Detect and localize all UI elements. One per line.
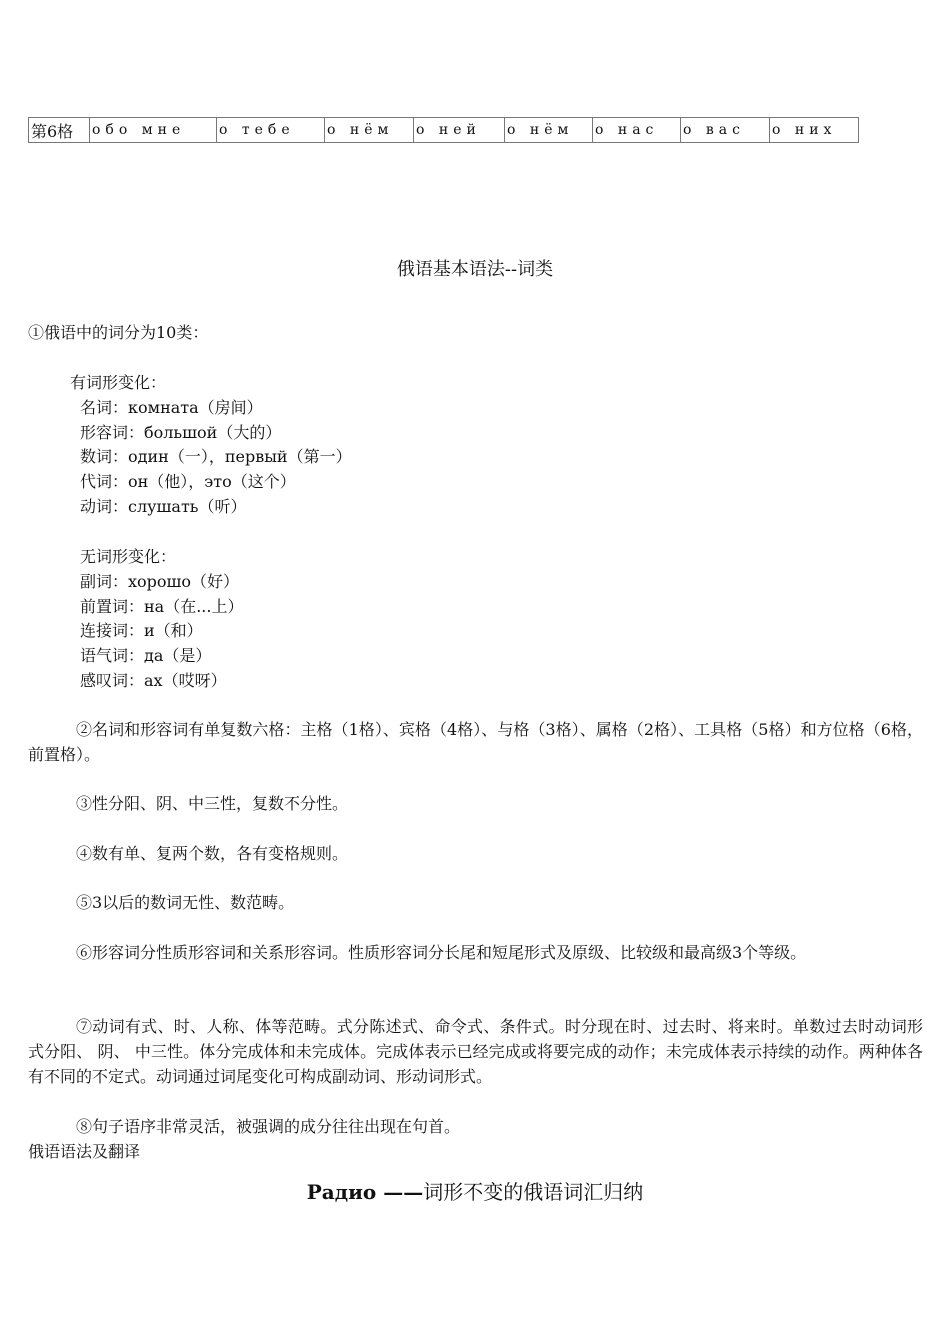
case-table-row [29,118,859,143]
grammar-point: ⑧句子语序非常灵活，被强调的成分往往出现在句首。 [76,1117,461,1136]
uninflected-item: 语气词：да（是） [80,646,212,665]
grammar-point: ③性分阳、阴、中三性，复数不分性。 [76,794,349,813]
intro-line: ①俄语中的词分为10类： [28,323,209,342]
grammar-point: ⑦动词有式、时、人称、体等范畴。式分陈述式、命令式、条件式。时分现在时、过去时、将来时。单数过去时动词形式分阳、 阴、 中三性。体分完成体和未完成体。完成体表示已经完成或将要完成的动作；未完成体表示持续的动作。两种体各有不同的不定式。动词通过词尾变化可构成副动词、形动词形式。 [28,1017,923,1086]
inflected-item: 形容词：большой（大的） [80,423,282,442]
case-cell: о ней [414,118,505,143]
subtitle-bold: Радио —— [306,1180,424,1204]
case-table [28,117,859,143]
case-cell: о тебе [217,118,325,143]
section-label: 俄语语法及翻译 [28,1142,141,1161]
inflected-item: 动词：слушать（听） [80,497,247,516]
uninflected-item: 感叹词：ах（哎呀） [80,671,227,690]
grammar-point: ⑥形容词分性质形容词和关系形容词。性质形容词分长尾和短尾形式及原级、比较级和最高级3个等级。 [76,943,807,962]
subtitle-rest: 词形不变的俄语词汇归纳 [423,1180,644,1204]
uninflected-heading: 无词形变化： [80,547,177,566]
uninflected-item: 连接词：и（和） [80,621,203,640]
grammar-point: ④数有单、复两个数，各有变格规则。 [76,844,349,863]
case-cell: обо мне [90,118,217,143]
grammar-point: ②名词和形容词有单复数六格：主格（1格）、宾格（4格）、与格（3格）、属格（2格）、工具格（5格）和方位格（6格，前置格）。 [28,720,923,764]
inflected-heading: 有词形变化： [70,373,167,392]
case-header-cell: 第6格 [29,118,90,143]
section-subtitle [0,1176,950,1205]
uninflected-item: 副词：хорошо（好） [80,572,240,591]
case-cell: о нём [505,118,593,143]
uninflected-item: 前置词：на（在...上） [80,597,244,616]
inflected-item: 代词：он（他），это（这个） [80,472,296,491]
case-cell: о нём [325,118,414,143]
case-cell: о нас [593,118,681,143]
case-cell: о вас [681,118,770,143]
inflected-item: 名词：комната（房间） [80,398,263,417]
case-cell: о них [770,118,859,143]
page-title: 俄语基本语法--词类 [396,259,554,280]
grammar-point: ⑤3以后的数词无性、数范畴。 [76,893,295,912]
inflected-item: 数词：один（一），первый（第一） [80,447,352,466]
